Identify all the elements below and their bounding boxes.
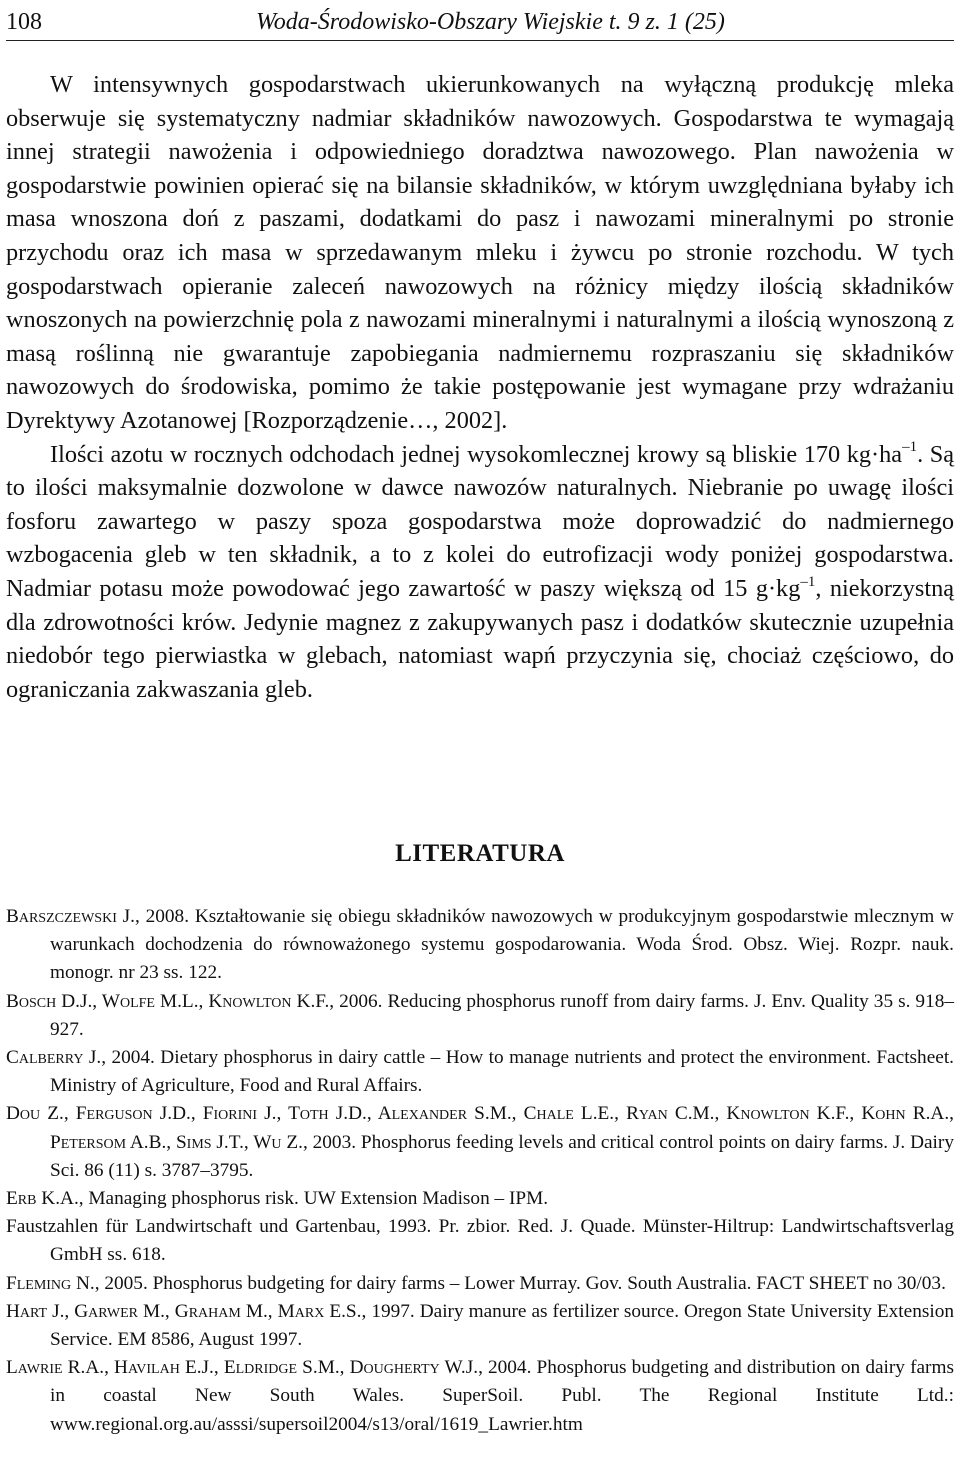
reference-details: , 2003. Phosphorus feeding levels and critical control points on dairy farms. J. Dairy Sci. 86 (11) s. 3787–3795. (50, 1131, 954, 1181)
reference-authors: Fleming N. (6, 1272, 95, 1294)
paragraph-2-part-a: Ilości azotu w rocznych odchodach jednej wysokomlecznej krowy są bliskie 170 kg·ha (50, 440, 903, 468)
reference-authors: Barszczewski J. (6, 906, 135, 927)
reference-item (6, 1044, 954, 1100)
reference-authors: Hart J., Garwer M., Graham M., Marx E.S. (6, 1300, 362, 1322)
paragraph-1: W intensywnych gospodarstwach ukierunkowanych na wyłączną produkcję mleka obserwuje się systematyczny nadmiar składników nawozowych. Gospodarstwa te wymagają innej strategii nawożenia i odpowiedniego doradztwa nawozowego. Plan nawożenia w gospodarstwie powinien opierać się na bilansie składników, w którym uwzględniana byłaby ich masa wnoszona doń z paszami, dodatkami do pasz i nawozami mineralnymi po stronie przychodu oraz ich masa w sprzedawanym mleku i żywcu po stronie rozchodu. W tych gospodarstwach opieranie zaleceń nawozowych na różnicy między ilością składników wnoszonych na powierzchnię pola z nawozami mineralnymi i naturalnymi a ilością wynoszoną z masą roślinną nie gwarantuje zapobiegania nadmiernemu rozpraszaniu się składników nawozowych do środowiska, pomimo że takie postępowanie jest wymagane przy wdrażaniu Dyrektywy Azotanowej [Rozporządzenie…, 2002]. (6, 71, 954, 434)
reference-list (6, 903, 954, 1439)
reference-details: , Managing phosphorus risk. UW Extension Madison – IPM. (78, 1188, 549, 1210)
reference-details: , 2005. Phosphorus budgeting for dairy farms – Lower Murray. Gov. South Australia. FACT SHEET no 30/03. (94, 1272, 946, 1294)
reference-authors: Erb K.A. (6, 1188, 79, 1210)
reference-item (6, 1185, 954, 1213)
reference-item (6, 1354, 954, 1439)
paragraph-2-part-c: , niekorzystną dla zdrowotności krów. Jedynie magnez z zakupywanych pasz i dodatków skutecznie uzupełnia niedobór tego pierwiastka w glebach, natomiast wapń przyczynia się, chociaż częściowo, do ograniczania zakwaszania gleb. (6, 574, 955, 703)
reference-details: , 1997. Dairy manure as fertilizer source. Oregon State University Extension Service. EM 8586, August 1997. (50, 1300, 954, 1351)
paragraph-2-part-b: . Są to ilości maksymalnie dozwolone w dawce nawozów naturalnych. Niebranie po uwagę ilości fosforu zawartego w paszy spoza gospodarstwa może doprowadzić do nadmiernego wzbogacenia gleb w ten składnik, a to z kolei do eutrofizacji wody poniżej gospodarstwa. Nadmiar potasu może powodować jego zawartość w paszy większą od 15 g·kg (6, 440, 954, 602)
running-header (6, 4, 954, 41)
reference-authors: Calberry J. (6, 1047, 102, 1069)
reference-details: , 2006. Reducing phosphorus runoff from dairy farms. J. Env. Quality 35 s. 918–927. (50, 990, 954, 1040)
reference-details: , 2004. Dietary phosphorus in dairy cattle – How to manage nutrients and protect the environment. Factsheet. Ministry of Agriculture, Food and Rural Affairs. (50, 1047, 954, 1097)
reference-item (6, 1213, 954, 1269)
paragraph-2 (6, 438, 954, 707)
reference-details: Faustzahlen für Landwirtschaft und Gartenbau, 1993. Pr. zbior. Red. J. Quade. Münster-Hiltrup: Landwirtschaftsverlag GmbH ss. 618. (6, 1216, 954, 1266)
reference-item (6, 1270, 954, 1298)
literature-heading: LITERATURA (395, 840, 565, 867)
superscript-exponent: –1 (800, 573, 816, 590)
reference-item (6, 903, 954, 988)
reference-details: , 2004. Phosphorus budgeting and distribution on dairy farms in coastal New South Wales. SuperSoil. Publ. The Regional Institute Ltd.: www.regional.org.au/asssi/supersoil2004/s13/oral/1619_Lawrier.htm (50, 1357, 954, 1435)
reference-item (6, 988, 954, 1044)
reference-item (6, 1298, 954, 1354)
reference-authors: Bosch D.J., Wolfe M.L., Knowlton K.F. (6, 990, 330, 1012)
body-text (6, 68, 954, 706)
page-number: 108 (6, 9, 42, 35)
reference-authors: Dou Z., Ferguson J.D., Fiorini J., Toth J.D., Alexander S.M., Chale L.E., Ryan C.M., Knowlton K.F., Kohn R.A., Petersom A.B., Sims J.T., Wu Z. (6, 1103, 954, 1153)
reference-item (6, 1100, 954, 1185)
superscript-exponent: –1 (902, 439, 918, 456)
reference-details: , 2008. Kształtowanie się obiegu składników nawozowych w produkcyjnym gospodarstwie mlecznym w warunkach dochodzenia do równoważonego systemu gospodarowania. Woda Środ. Obsz. Wiej. Rozpr. nauk. monogr. nr 23 ss. 122. (50, 906, 954, 984)
reference-authors: Lawrie R.A., Havilah E.J., Eldridge S.M., Dougherty W.J. (6, 1357, 479, 1379)
journal-title: Woda-Środowisko-Obszary Wiejskie t. 9 z. 1 (25) (256, 9, 725, 35)
